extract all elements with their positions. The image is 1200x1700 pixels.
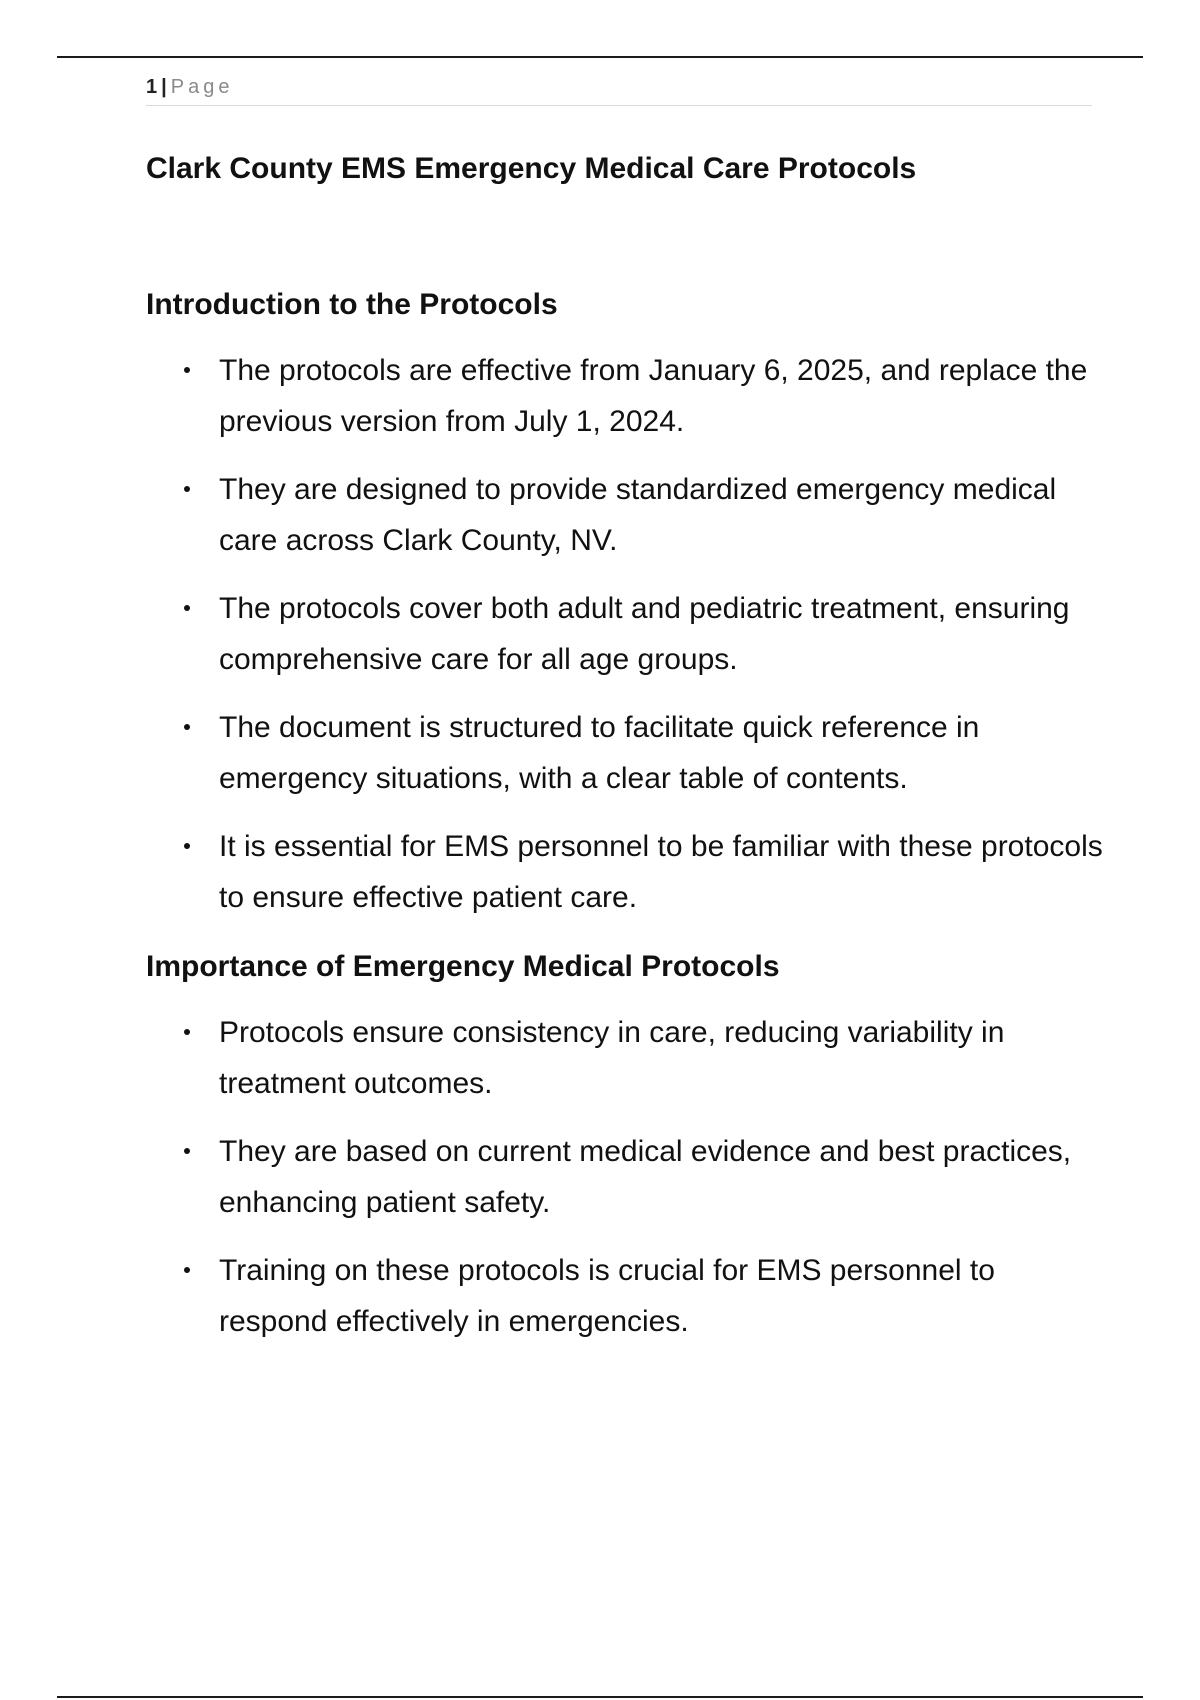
- page-header: [146, 74, 1092, 106]
- page-number: 1: [146, 76, 158, 98]
- list-item-text: Training on these protocols is crucial for EMS personnel to respond effectively in emergencies.: [219, 1254, 995, 1338]
- bullet-icon: [184, 1029, 190, 1035]
- bullet-icon: [184, 367, 190, 373]
- list-item-text: It is essential for EMS personnel to be familiar with these protocols to ensure effective patient care.: [219, 830, 1103, 914]
- top-border-line: [57, 56, 1143, 58]
- list-item-text: They are based on current medical evidence and best practices, enhancing patient safety.: [219, 1135, 1072, 1219]
- document-title: Clark County EMS Emergency Medical Care Protocols: [146, 152, 917, 185]
- bullet-icon: [184, 605, 190, 611]
- list-item: [146, 1245, 1106, 1347]
- list-item-text: The protocols cover both adult and pediatric treatment, ensuring comprehensive care for all age groups.: [219, 592, 1070, 676]
- list-item-text: They are designed to provide standardized emergency medical care across Clark County, NV.: [219, 473, 1057, 557]
- bullet-icon: [184, 1267, 190, 1273]
- bullet-icon: [184, 486, 190, 492]
- page-label: Page: [170, 76, 234, 98]
- page-separator: |: [161, 76, 167, 98]
- list-item-text: The protocols are effective from January 6, 2025, and replace the previous version from July 1, 2024.: [219, 354, 1088, 438]
- list-item: [146, 1007, 1106, 1109]
- list-item: [146, 1126, 1106, 1228]
- bullet-icon: [184, 724, 190, 730]
- section-heading-introduction: Introduction to the Protocols: [146, 288, 558, 321]
- section-heading-importance: Importance of Emergency Medical Protocols: [146, 950, 780, 983]
- introduction-bullet-list: [146, 345, 1106, 923]
- list-item: [146, 464, 1106, 566]
- list-item: [146, 345, 1106, 447]
- list-item: [146, 821, 1106, 923]
- list-item-text: The document is structured to facilitate quick reference in emergency situations, with a clear table of contents.: [219, 711, 980, 795]
- bullet-icon: [184, 843, 190, 849]
- bottom-border-line: [57, 1696, 1143, 1698]
- importance-bullet-list: [146, 1007, 1106, 1347]
- bullet-icon: [184, 1148, 190, 1154]
- list-item: [146, 702, 1106, 804]
- list-item: [146, 583, 1106, 685]
- list-item-text: Protocols ensure consistency in care, reducing variability in treatment outcomes.: [219, 1016, 1005, 1100]
